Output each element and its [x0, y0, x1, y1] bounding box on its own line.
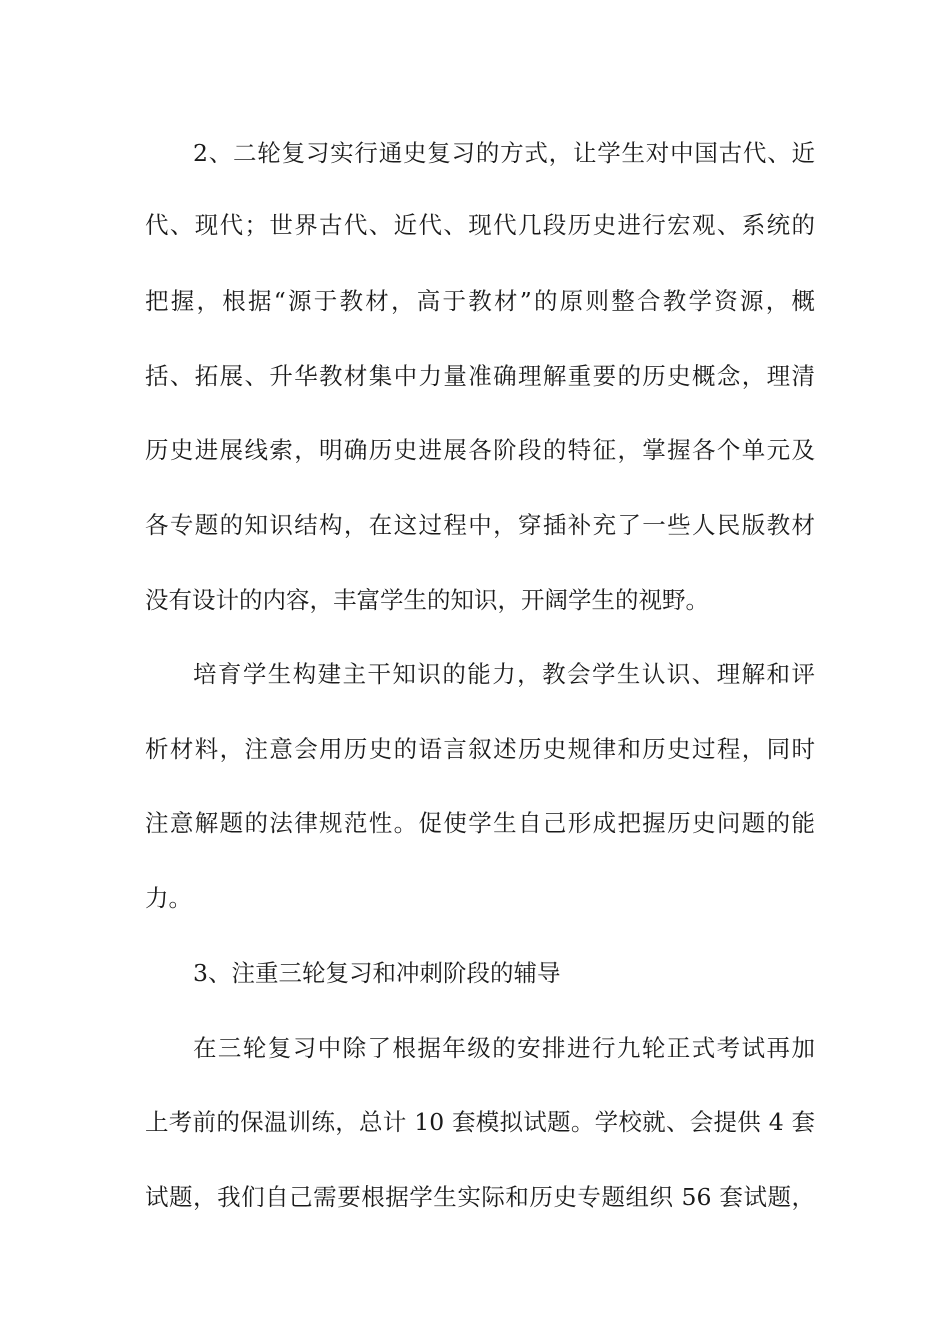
text-line: 上考前的保温训练，总计 10 套模拟试题。学校就、会提供 4 套 [145, 1108, 815, 1136]
text-line: 各专题的知识结构，在这过程中，穿插补充了一些人民版教材 [145, 511, 815, 539]
text-line: 历史进展线索，明确历史进展各阶段的特征，掌握各个单元及 [145, 436, 815, 464]
text-line: 注意解题的法律规范性。促使学生自己形成把握历史问题的能 [145, 809, 815, 837]
text-line: 2、二轮复习实行通史复习的方式，让学生对中国古代、近 [193, 139, 815, 167]
text-line: 没有设计的内容，丰富学生的知识，开阔学生的视野。 [145, 586, 709, 614]
text-line: 析材料，注意会用历史的语言叙述历史规律和历史过程，同时 [145, 735, 815, 763]
text-line: 培育学生构建主干知识的能力，教会学生认识、理解和评 [193, 660, 815, 688]
text-line: 力。 [145, 884, 192, 912]
text-line: 在三轮复习中除了根据年级的安排进行九轮正式考试再加 [193, 1034, 815, 1062]
text-line: 括、拓展、升华教材集中力量准确理解重要的历史概念，理清 [145, 362, 815, 390]
text-line: 试题，我们自己需要根据学生实际和历史专题组织 56 套试题， [145, 1183, 815, 1211]
text-line: 把握，根据“源于教材，高于教材”的原则整合教学资源，概 [145, 287, 815, 315]
section-heading: 3、注重三轮复习和冲刺阶段的辅导 [193, 959, 561, 987]
text-line: 代、现代；世界古代、近代、现代几段历史进行宏观、系统的 [145, 211, 815, 239]
